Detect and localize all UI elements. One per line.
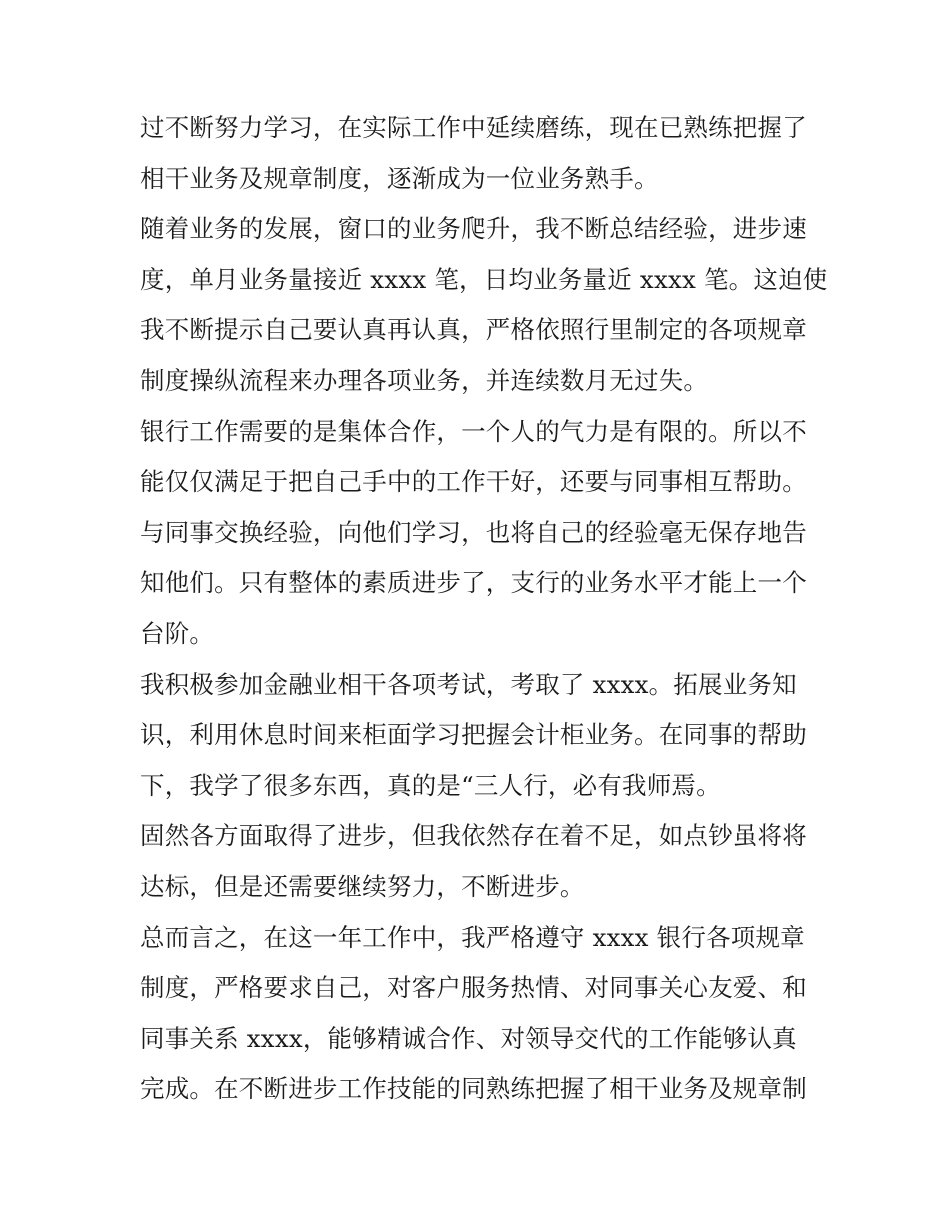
- text-line: 我不断提示自己要认真再认真，严格依照行里制定的各项规章: [140, 315, 807, 345]
- text-line: 能仅仅满足于把自己手中的工作干好，还要与同事相互帮助。: [140, 467, 807, 497]
- text-line: 台阶。: [140, 618, 215, 648]
- text-line: 相干业务及规章制度，逐渐成为一位业务熟手。: [140, 163, 659, 193]
- text-line: 银行工作需要的是集体合作，一个人的气力是有限的。所以不: [140, 416, 807, 446]
- text-line: 与同事交换经验，向他们学习，也将自己的经验毫无保存地告: [140, 517, 807, 547]
- text-line: 识，利用休息时间来柜面学习把握会计柜业务。在同事的帮助: [140, 720, 807, 750]
- text-line: 制度操纵流程来办理各项业务，并连续数月无过失。: [140, 365, 709, 395]
- text-line: 下，我学了很多东西，真的是“三人行，必有我师焉。: [140, 770, 721, 800]
- text-line: 同事关系 xxxx，能够精诚合作、对领导交代的工作能够认真: [140, 1023, 797, 1053]
- text-line: 固然各方面取得了进步，但我依然存在着不足，如点钞虽将将: [140, 821, 807, 851]
- text-line: 制度，严格要求自己，对客户服务热情、对同事关心友爱、和: [140, 973, 807, 1003]
- text-line: 总而言之，在这一年工作中，我严格遵守 xxxx 银行各项规章: [140, 922, 805, 952]
- text-line: 我积极参加金融业相干各项考试，考取了 xxxx。拓展业务知: [140, 669, 797, 699]
- text-line: 完成。在不断进步工作技能的同熟练把握了相干业务及规章制: [140, 1074, 807, 1104]
- text-line: 随着业务的发展，窗口的业务爬升，我不断总结经验，进步速: [140, 214, 807, 244]
- document-body: [140, 103, 828, 1115]
- text-line: 过不断努力学习，在实际工作中延续磨练，现在已熟练把握了: [140, 113, 807, 142]
- text-line: 达标，但是还需要继续努力，不断进步。: [140, 871, 585, 901]
- text-line: 度，单月业务量接近 xxxx 笔，日均业务量近 xxxx 笔。这迫使: [140, 264, 828, 294]
- text-line: 知他们。只有整体的素质进步了，支行的业务水平才能上一个: [140, 568, 807, 598]
